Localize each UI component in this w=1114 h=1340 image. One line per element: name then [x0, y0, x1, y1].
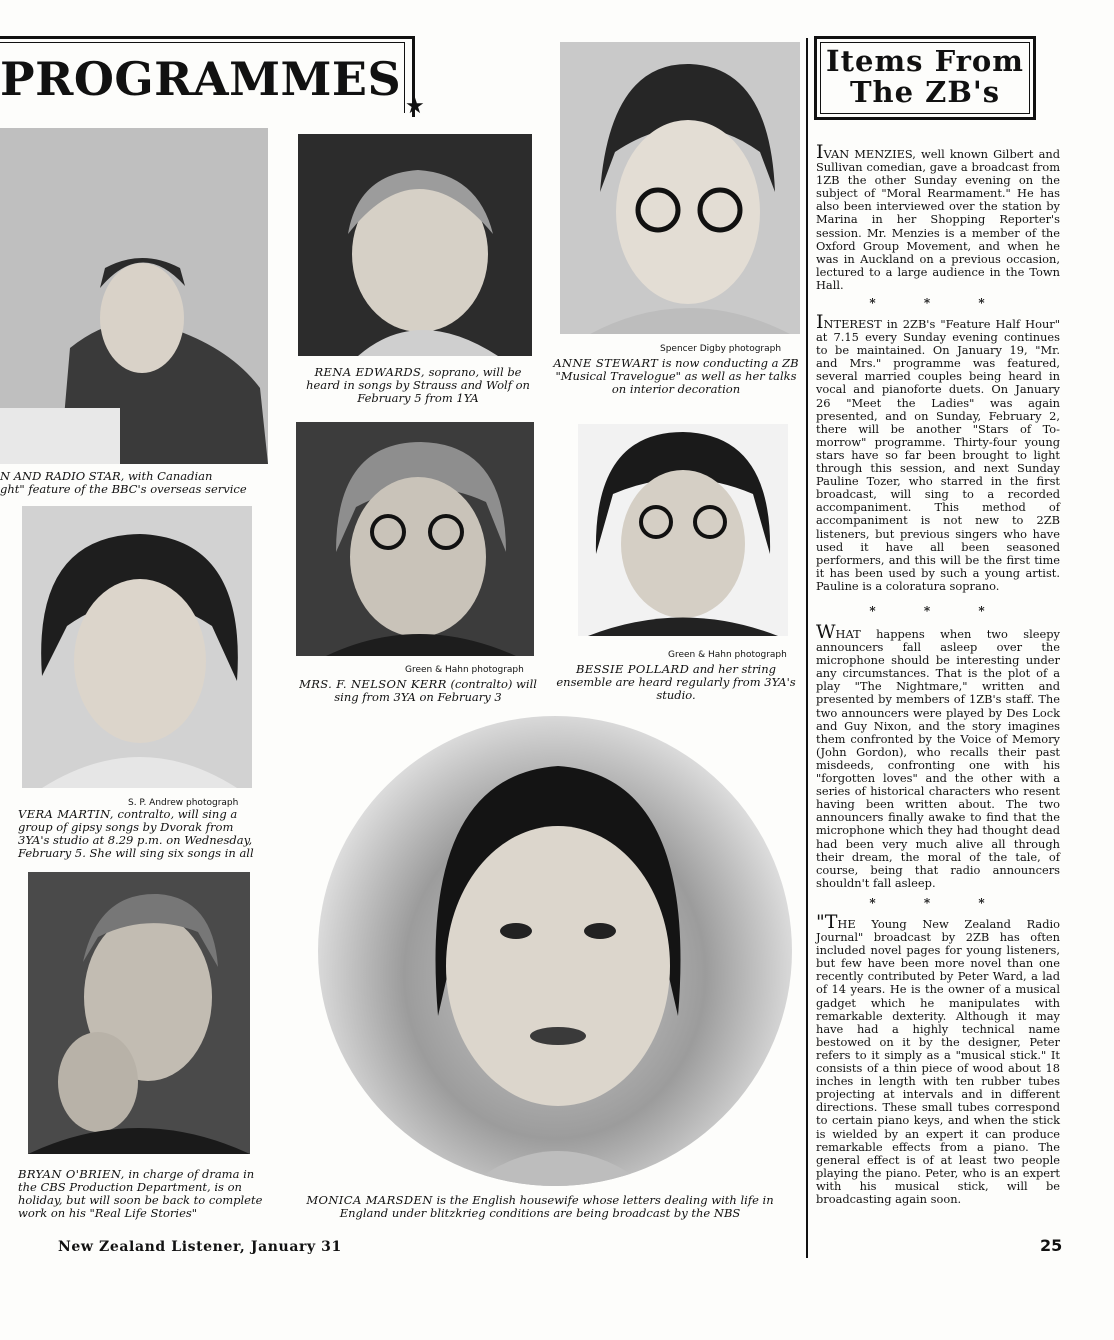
- page-title: PROGRAMMES: [0, 52, 402, 106]
- page-number: 25: [1040, 1236, 1063, 1255]
- story-radio-journal: "THE Young New Zealand Radio Journal" broadcast by 2ZB has often included novel pages for young listeners, but few have been more novel than one recently contributed by Peter Ward, a lad of 14 years. He is the owner of a musical gadget which he manipulates with remarkable dexterity. Although it may have had a highly technical name bestowed on it by the designer, Peter refers to it simply as a "musical stick." It consists of a thin piece of wood about 18 inches in length with ten rubber tubes projecting at intervals and in different directions. These small tubes correspond to certain piano keys, and when the stick is wielded by an expert it can produce remarkable effects from a piano. The general effect is of at least two people playing the piano. Peter, who is an expert with his musical stick, will be broadcasting again soon.: [816, 911, 1060, 1206]
- caption-monica-marsden: [300, 1194, 780, 1220]
- bessie-name: BESSIE POLLARD: [576, 662, 690, 676]
- zb-heading-line1: Items From: [826, 44, 1024, 78]
- column-rule: [806, 38, 808, 1258]
- rena-name: RENA EDWARDS,: [314, 365, 425, 379]
- story-feature-half-hour: INTEREST in 2ZB's "Feature Half Hour" at 7.15 every Sunday evening continues to be maintained. On January 19, "Mr. and Mrs." programme was featured, several married couples being heard in vocal and pianoforte duets. On January 26 "Meet the Ladies" was again presented, and on Sunday, February 2, there will be another "Stars of To-morrow" programme. Thirty-four young stars have so far been brought to light through this session, and next Sunday Pauline Tozer, who starred in the first broadcast, will sing to a recorded accompaniment. This method of accompaniment is not new to 2ZB listeners, but previous singers who have used it have all been seasoned performers, and this will be the first time it has been used by such a young artist. Pauline is a coloratura soprano.: [816, 311, 1060, 593]
- caption-radio-star-line2: ght" feature of the BBC's overseas service: [0, 482, 247, 496]
- footer-publication: New Zealand Listener, January 31: [58, 1239, 342, 1255]
- bryan-caption-text: in charge of drama in the CBS Production Department, is on holiday, but will soon be back to complete work on his "Real Life Stories": [18, 1167, 263, 1220]
- anne-name: ANNE STEWART: [553, 356, 659, 370]
- caption-radio-star-line1: N AND RADIO STAR, with Canadian: [0, 469, 213, 483]
- kerr-name: MRS. F. NELSON KERR: [299, 677, 447, 691]
- story-separator: * * *: [869, 296, 1007, 310]
- story-the-nightmare: WHAT happens when two sleepy announcers fall asleep over the microphone should be interesting under any circumstances. That is the plot of a play "The Nightmare," written and presented by members of 1ZB's staff. The two announcers were played by Des Lock and Guy Nixon, and the story imagines them confronted by the Voice of Memory (John Gordon), who recalls their past misdeeds, confronting one with his "forgotten loves" and the other with a series of historical characters who resent having been written about. The two announcers finally awake to find that the microphone which they had thought dead had been very much alive all through their dream, the moral of the tale, of course, being that radio announcers shouldn't fall asleep.: [816, 621, 1060, 890]
- caption-bessie-pollard: [550, 663, 802, 702]
- story-separator: * * *: [869, 604, 1007, 618]
- rena-caption-text: soprano, will be heard in songs by Strauss and Wolf on February 5 from 1YA: [306, 365, 530, 405]
- photo-nelson-kerr: [296, 422, 534, 656]
- photo-vera-martin: [22, 506, 252, 788]
- photo-anne-stewart: [560, 42, 800, 334]
- story-separator: * * *: [869, 896, 1007, 910]
- caption-rena-edwards: [298, 366, 538, 405]
- caption-vera-martin: [18, 808, 268, 860]
- credit-nelson-kerr: Green & Hahn photograph: [405, 665, 524, 675]
- credit-anne-stewart: Spencer Digby photograph: [660, 344, 782, 354]
- zb-heading-line2: The ZB's: [849, 75, 1001, 109]
- zb-heading: [820, 46, 1030, 108]
- credit-vera-martin: S. P. Andrew photograph: [128, 798, 239, 808]
- monica-caption-text: is the English housewife whose letters dealing with life in England under blitzkrieg conditions are being broadcast by the NBS: [339, 1193, 774, 1220]
- credit-bessie-pollard: Green & Hahn photograph: [668, 650, 787, 660]
- bryan-name: BRYAN O'BRIEN,: [18, 1167, 125, 1181]
- star-icon: ★: [405, 94, 425, 119]
- photo-bryan-obrien: [28, 872, 250, 1154]
- photo-bessie-pollard: [578, 424, 788, 636]
- photo-radio-star: [0, 128, 268, 464]
- vera-caption-text: contralto, will sing a group of gipsy songs by Dvorak from 3YA's studio at 8.29 p.m. on Wednesday, February 5. She will sing six songs in all: [18, 807, 254, 860]
- story-ivan-menzies: IVAN MENZIES, well known Gilbert and Sullivan comedian, gave a broadcast from 1ZB the other Sunday evening on the subject of "Moral Rearmament." He has also been interviewed over the station by Marina in her Shopping Reporter's session. Mr. Menzies is a member of the Oxford Group Movement, and when he was in Auckland on a previous occasion, lectured to a large audience in the Town Hall.: [816, 141, 1060, 292]
- caption-nelson-kerr: [296, 678, 540, 704]
- caption-radio-star: [0, 470, 268, 496]
- monica-name: MONICA MARSDEN: [306, 1193, 433, 1207]
- kerr-caption-text: (contralto) will sing from 3YA on February 3: [334, 677, 537, 704]
- anne-caption-text: is now conducting a ZB "Musical Travelogue" as well as her talks on interior decoration: [555, 356, 799, 396]
- vera-name: VERA MARTIN,: [18, 807, 114, 821]
- photo-rena-edwards: [298, 134, 532, 356]
- caption-bryan-obrien: [18, 1168, 268, 1220]
- bessie-caption-text: and her string ensemble are heard regularly from 3YA's studio.: [556, 662, 796, 702]
- caption-anne-stewart: [552, 357, 800, 396]
- photo-monica-marsden: [318, 716, 792, 1186]
